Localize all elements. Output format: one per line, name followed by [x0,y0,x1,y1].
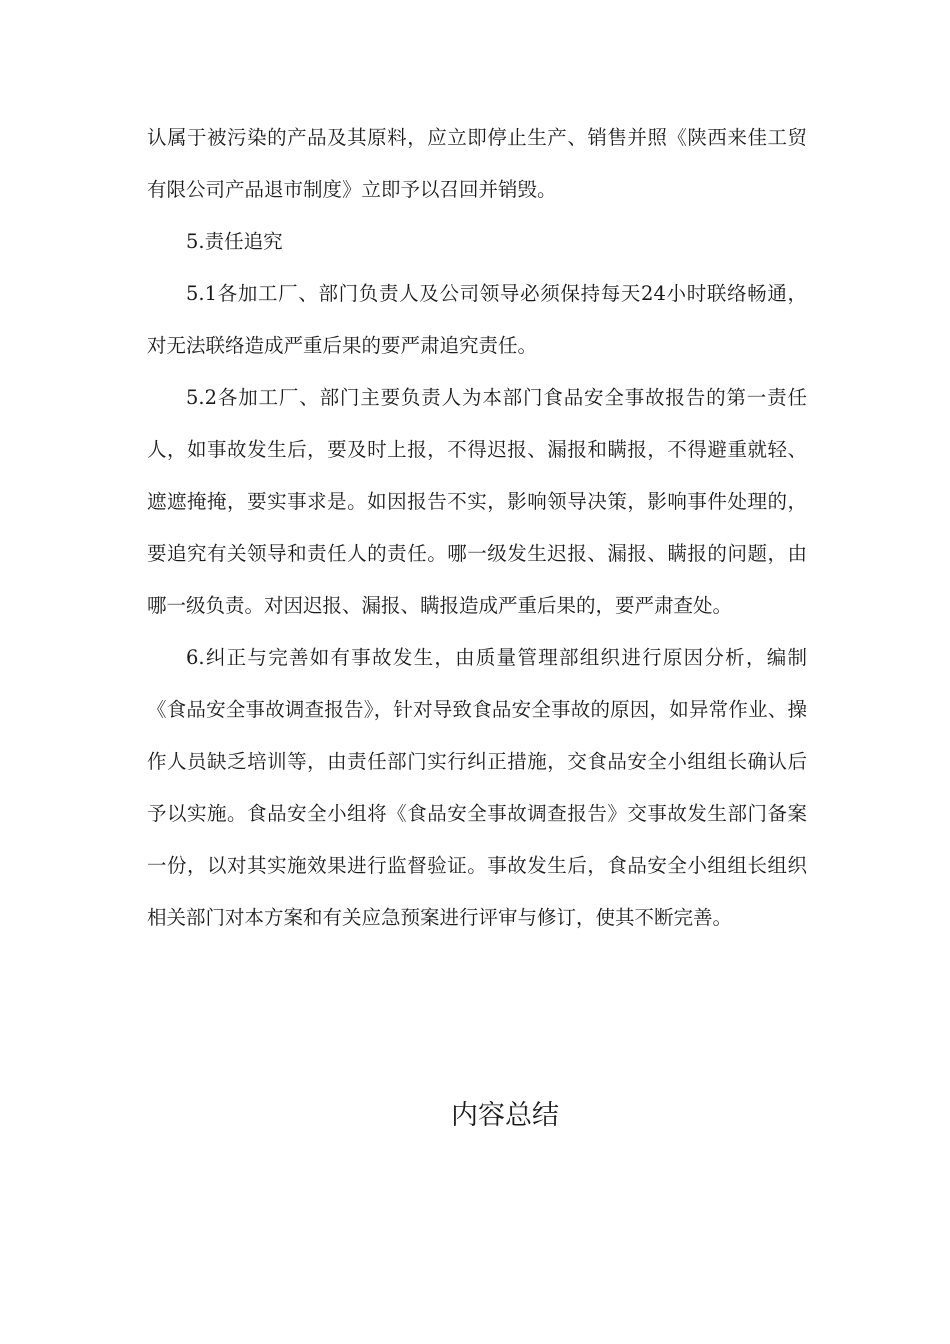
section-heading-accountability: 5.责任追究 [186,230,283,253]
paragraph-5-1: 5.1各加工厂、部门负责人及公司领导必须保持每天24小时联络畅通，对无法联络造成严重后果的要严肃追究责任。 [147,282,807,357]
summary-title: 内容总结 [451,1100,559,1131]
paragraph-6: 6.纠正与完善如有事故发生，由质量管理部组织进行原因分析，编制《食品安全事故调查报告》，针对导致食品安全事故的原因，如异常作业、操作人员缺乏培训等，由责任部门实行纠正措施，交食品安全小组组长确认后予以实施。食品安全小组将《食品安全事故调查报告》交事故发生部门备案一份，以对其实施效果进行监督验证。事故发生后，食品安全小组组长组织相关部门对本方案和有关应急预案进行评审与修订，使其不断完善。 [147,646,807,929]
paragraph-continuation: 认属于被污染的产品及其原料，应立即停止生产、销售并照《陕西来佳工贸有限公司产品退市制度》立即予以召回并销毁。 [147,126,807,201]
document-body [147,112,807,944]
paragraph-5-2: 5.2各加工厂、部门主要负责人为本部门食品安全事故报告的第一责任人，如事故发生后，要及时上报，不得迟报、漏报和瞒报，不得避重就轻、遮遮掩掩，要实事求是。如因报告不实，影响领导决策，影响事件处理的，要追究有关领导和责任人的责任。哪一级发生迟报、漏报、瞒报的问题，由哪一级负责。对因迟报、漏报、瞒报造成严重后果的，要严肃查处。 [147,386,807,617]
